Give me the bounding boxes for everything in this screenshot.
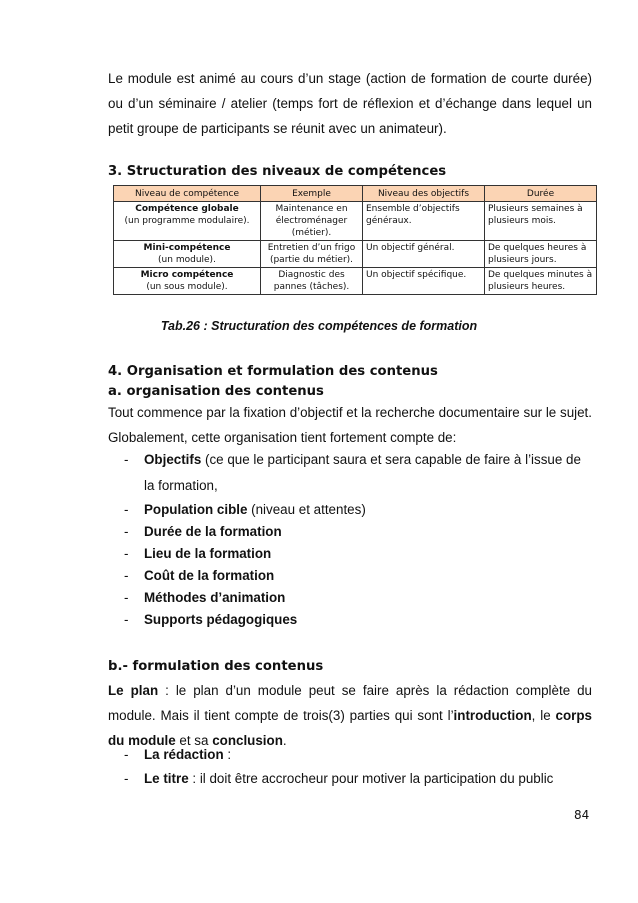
list-item (124, 521, 592, 543)
cell-niveau-title: Compétence globale (135, 204, 239, 214)
list-item (124, 543, 592, 565)
cell-duree: Plusieurs semaines à plusieurs mois. (485, 202, 597, 241)
cell-objectifs: Un objectif spécifique. (363, 268, 485, 295)
intro-paragraph: Le module est animé au cours d’un stage (action de formation de courte durée) ou d’un séminaire / atelier (temps fort de réflexion et d’échange dans lequel un petit groupe de participants se réunit avec un animateur). (108, 71, 592, 136)
list-item-bold: Durée de la formation (144, 524, 282, 539)
list-dash: - (124, 452, 129, 467)
list-item-text: (ce que le participant saura et sera capable de faire à l’issue de la formation, (144, 452, 581, 493)
col-header-duree: Durée (485, 186, 597, 202)
plan-introduction: introduction (453, 708, 532, 723)
cell-objectifs: Ensemble d’objectifs généraux. (363, 202, 485, 241)
list-dash: - (124, 747, 129, 762)
competence-table (113, 185, 597, 295)
cell-niveau-title: Mini-compétence (143, 243, 231, 253)
cell-niveau (114, 241, 261, 268)
plan-paragraph (108, 678, 592, 753)
col-header-objectifs: Niveau des objectifs (363, 186, 485, 202)
cell-niveau (114, 202, 261, 241)
list-item-bold: Objectifs (144, 452, 202, 467)
cell-duree: De quelques minutes à plusieurs heures. (485, 268, 597, 295)
cell-duree: De quelques heures à plusieurs jours. (485, 241, 597, 268)
cell-niveau-sub: (un module). (158, 255, 216, 265)
subsection-b-heading: b.- formulation des contenus (108, 659, 324, 674)
table-header-row (114, 186, 597, 202)
col-header-exemple: Exemple (261, 186, 363, 202)
list-dash: - (124, 502, 129, 517)
subsection-a-heading: a. organisation des contenus (108, 384, 324, 399)
cell-objectifs: Un objectif général. (363, 241, 485, 268)
list-dash: - (124, 612, 129, 627)
plan-text-4: . (282, 733, 287, 748)
list-dash: - (124, 568, 129, 583)
list-item-bold: Le titre (144, 771, 189, 786)
cell-niveau-sub: (un sous module). (146, 282, 228, 292)
list-item-bold: Coût de la formation (144, 568, 275, 583)
list-item (124, 743, 592, 767)
list-item (124, 565, 592, 587)
list-item (124, 587, 592, 609)
cell-niveau-title: Micro compétence (140, 270, 234, 280)
list-item-bold: Population cible (144, 502, 248, 517)
list-item-bold: Méthodes d’animation (144, 590, 286, 605)
list-item (124, 609, 592, 631)
list-item-bold: La rédaction (144, 747, 224, 762)
plan-text-3: et sa (175, 733, 213, 748)
plan-text-1: : le plan d’un module peut se faire après la rédaction complète du module. Mais il tient compte de trois(3) parties qui sont l’ (108, 683, 593, 723)
list-item-text: : il doit être accrocheur pour motiver la participation du public (188, 771, 554, 786)
list-item (124, 767, 592, 791)
list-item (124, 447, 592, 499)
organisation-paragraph: Tout commence par la fixation d’objectif et la recherche documentaire sur le sujet. Globalement, cette organisation tient fortement compte de: (108, 405, 592, 445)
cell-exemple: Maintenance en électroménager (métier). (261, 202, 363, 241)
cell-exemple: Diagnostic des pannes (tâches). (261, 268, 363, 295)
cell-exemple: Entretien d’un frigo (partie du métier). (261, 241, 363, 268)
list-item-bold: Supports pédagogiques (144, 612, 298, 627)
list-dash: - (124, 524, 129, 539)
list-item-text: (niveau et attentes) (247, 502, 366, 517)
formulation-list (124, 743, 592, 791)
cell-niveau-sub: (un programme modulaire). (124, 216, 250, 226)
list-item-bold: Lieu de la formation (144, 546, 272, 561)
page-number: 84 (574, 808, 590, 822)
plan-label: Le plan (108, 683, 159, 698)
organisation-criteria-list (124, 447, 592, 631)
plan-text-2: , le (531, 708, 556, 723)
cell-niveau (114, 268, 261, 295)
list-item (124, 499, 592, 521)
section-4-heading: 4. Organisation et formulation des contenus (108, 364, 438, 379)
plan-corps: corps du module (108, 708, 592, 748)
list-dash: - (124, 546, 129, 561)
section-3-heading: 3. Structuration des niveaux de compétences (108, 164, 447, 179)
table-caption: Tab.26 : Structuration des compétences de formation (160, 319, 478, 333)
table-row (114, 268, 597, 295)
col-header-niveau: Niveau de compétence (114, 186, 261, 202)
list-dash: - (124, 590, 129, 605)
plan-conclusion: conclusion (212, 733, 283, 748)
table-row (114, 241, 597, 268)
list-item-text: : (223, 747, 232, 762)
list-dash: - (124, 771, 129, 786)
table-row (114, 202, 597, 241)
